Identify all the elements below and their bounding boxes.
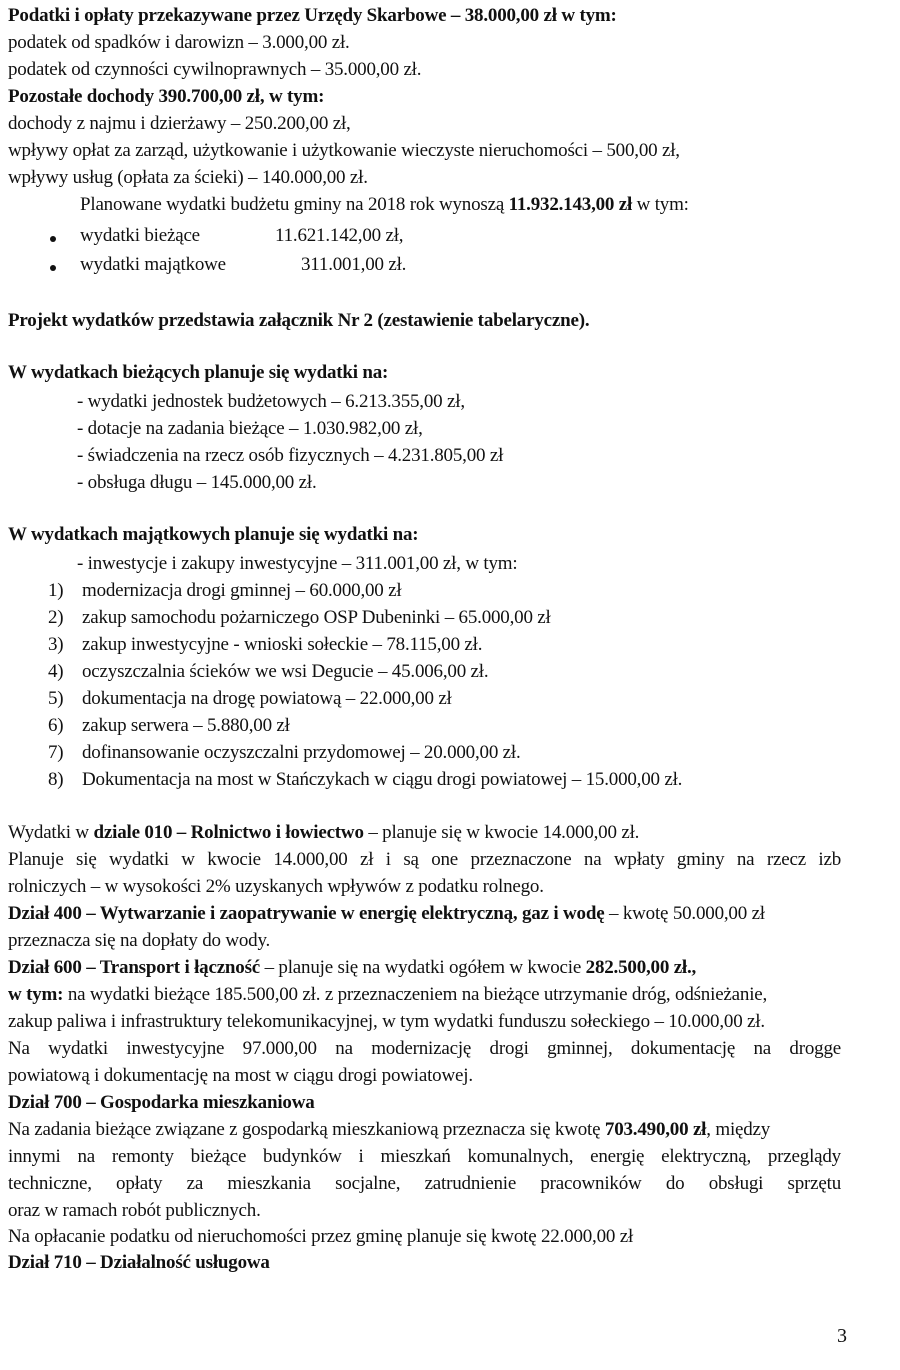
list-number: 1) bbox=[48, 580, 64, 601]
dzial-400-post: – kwotę 50.000,00 zł bbox=[604, 903, 765, 924]
capital-item: Dokumentacja na most w Stańczykach w ciągu drogi powiatowej – 15.000,00 zł. bbox=[82, 769, 683, 790]
dzial-700-para: Na opłacanie podatku od nieruchomości przez gminę planuje się kwotę 22.000,00 zł bbox=[8, 1226, 634, 1247]
dzial-010-pre: Wydatki w bbox=[8, 822, 94, 843]
dzial-700-para: oraz w ramach robót publicznych. bbox=[8, 1200, 261, 1221]
current-expense-item: - dotacje na zadania bieżące – 1.030.982,00 zł, bbox=[77, 418, 423, 439]
list-number: 7) bbox=[48, 742, 64, 763]
other-revenue-heading: Pozostałe dochody 390.700,00 zł, w tym: bbox=[8, 86, 325, 107]
dzial-700-line1-post: , między bbox=[706, 1119, 771, 1140]
planned-expenses-intro bbox=[80, 194, 689, 216]
planned-expenses-text: Planowane wydatki budżetu gminy na 2018 rok wynoszą bbox=[80, 194, 509, 215]
dzial-710-heading: Dział 710 – Działalność usługowa bbox=[8, 1252, 270, 1273]
capital-item: zakup serwera – 5.880,00 zł bbox=[82, 715, 290, 736]
capital-item: zakup samochodu pożarniczego OSP Dubeninki – 65.000,00 zł bbox=[82, 607, 551, 628]
capital-item: modernizacja drogi gminnej – 60.000,00 zł bbox=[82, 580, 402, 601]
capital-item: oczyszczalnia ścieków we wsi Degucie – 45.006,00 zł. bbox=[82, 661, 489, 682]
capital-item: dofinansowanie oczyszczalni przydomowej – 20.000,00 zł. bbox=[82, 742, 521, 763]
dzial-010-para: Planuje się wydatki w kwocie 14.000,00 zł i są one przeznaczone na wpłaty gminy na rzecz izb bbox=[8, 849, 841, 870]
dzial-700-para bbox=[8, 1119, 770, 1141]
bullet-amount: 311.001,00 zł. bbox=[301, 254, 407, 275]
bullet-amount: 11.621.142,00 zł, bbox=[275, 225, 404, 246]
planned-expenses-post: w tym: bbox=[632, 194, 689, 215]
dzial-600-line2: na wydatki bieżące 185.500,00 zł. z przeznaczeniem na bieżące utrzymanie dróg, odśnieżanie, bbox=[63, 984, 768, 1005]
list-number: 2) bbox=[48, 607, 64, 628]
dzial-010-post: – planuje się w kwocie 14.000,00 zł. bbox=[363, 822, 640, 843]
list-number: 5) bbox=[48, 688, 64, 709]
bullet-icon bbox=[50, 236, 56, 242]
list-number: 6) bbox=[48, 715, 64, 736]
dzial-600-line bbox=[8, 957, 696, 979]
dzial-600-title: Dział 600 – Transport i łączność bbox=[8, 957, 261, 978]
current-expense-item: - obsługa długu – 145.000,00 zł. bbox=[77, 472, 317, 493]
dzial-600-para: Na wydatki inwestycyjne 97.000,00 na modernizację drogi gminnej, dokumentację na drogge bbox=[8, 1038, 841, 1059]
other-revenue-item: wpływy opłat za zarząd, użytkowanie i użytkowanie wieczyste nieruchomości – 500,00 zł, bbox=[8, 140, 680, 161]
page-number: 3 bbox=[837, 1325, 847, 1347]
dzial-600-mid: – planuje się na wydatki ogółem w kwocie bbox=[260, 957, 586, 978]
dzial-600-para: powiatową i dokumentację na most w ciągu drogi powiatowej. bbox=[8, 1065, 473, 1086]
capital-expenses-intro: - inwestycje i zakupy inwestycyjne – 311.001,00 zł, w tym: bbox=[77, 553, 518, 574]
dzial-010-para: rolniczych – w wysokości 2% uzyskanych wpływów z podatku rolnego. bbox=[8, 876, 544, 897]
tax-item: podatek od czynności cywilnoprawnych – 35.000,00 zł. bbox=[8, 59, 422, 80]
current-expense-item: - świadczenia na rzecz osób fizycznych – 4.231.805,00 zł bbox=[77, 445, 504, 466]
list-number: 4) bbox=[48, 661, 64, 682]
dzial-700-amount: 703.490,00 zł bbox=[604, 1119, 707, 1140]
dzial-600-para bbox=[8, 984, 767, 1006]
tax-item: podatek od spadków i darowizn – 3.000,00 zł. bbox=[8, 32, 350, 53]
dzial-700-line1: Na zadania bieżące związane z gospodarką mieszkaniową przeznacza się kwotę bbox=[8, 1119, 605, 1140]
bullet-label: wydatki majątkowe bbox=[80, 254, 226, 275]
list-number: 3) bbox=[48, 634, 64, 655]
dzial-010-title: dziale 010 – Rolnictwo i łowiectwo bbox=[93, 822, 364, 843]
current-expenses-heading: W wydatkach bieżących planuje się wydatki na: bbox=[8, 362, 389, 383]
planned-expenses-amount: 11.932.143,00 zł bbox=[508, 194, 633, 215]
capital-expenses-heading: W wydatkach majątkowych planuje się wydatki na: bbox=[8, 524, 419, 545]
taxes-heading: Podatki i opłaty przekazywane przez Urzędy Skarbowe – 38.000,00 zł w tym: bbox=[8, 5, 617, 26]
capital-item: dokumentacja na drogę powiatową – 22.000,00 zł bbox=[82, 688, 452, 709]
dzial-600-para: zakup paliwa i infrastruktury telekomunikacyjnej, w tym wydatki funduszu sołeckiego – 10.000,00 zł. bbox=[8, 1011, 765, 1032]
dzial-700-para: innymi na remonty bieżące budynków i mieszkań komunalnych, energię elektryczną, przeglądy bbox=[8, 1146, 841, 1167]
bullet-icon bbox=[50, 265, 56, 271]
dzial-400-para: przeznacza się na dopłaty do wody. bbox=[8, 930, 271, 951]
project-attachment-note: Projekt wydatków przedstawia załącznik Nr 2 (zestawienie tabelaryczne). bbox=[8, 310, 590, 331]
list-number: 8) bbox=[48, 769, 64, 790]
dzial-400-title: Dział 400 – Wytwarzanie i zaopatrywanie w energię elektryczną, gaz i wodę bbox=[8, 903, 605, 924]
capital-item: zakup inwestycyjne - wnioski sołeckie – 78.115,00 zł. bbox=[82, 634, 483, 655]
dzial-010-line bbox=[8, 822, 639, 844]
other-revenue-item: wpływy usług (opłata za ścieki) – 140.000,00 zł. bbox=[8, 167, 368, 188]
dzial-600-wtym: w tym: bbox=[8, 984, 64, 1005]
other-revenue-item: dochody z najmu i dzierżawy – 250.200,00 zł, bbox=[8, 113, 351, 134]
dzial-700-para: techniczne, opłaty za mieszkania socjalne, zatrudnienie pracowników do obsługi sprzętu bbox=[8, 1173, 841, 1194]
bullet-label: wydatki bieżące bbox=[80, 225, 200, 246]
dzial-700-heading: Dział 700 – Gospodarka mieszkaniowa bbox=[8, 1092, 315, 1113]
dzial-600-amount: 282.500,00 zł., bbox=[585, 957, 697, 978]
current-expense-item: - wydatki jednostek budżetowych – 6.213.355,00 zł, bbox=[77, 391, 465, 412]
dzial-400-line bbox=[8, 903, 765, 925]
